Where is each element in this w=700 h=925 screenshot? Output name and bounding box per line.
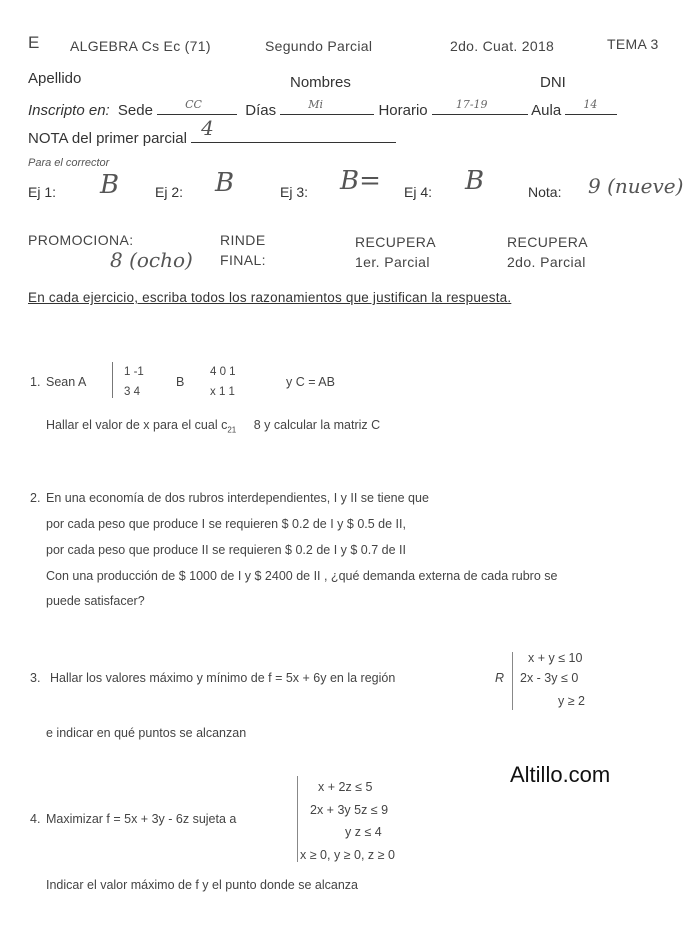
matrix-a-bracket: [112, 362, 114, 398]
q4-text: Maximizar f = 5x + 3y - 6z sujeta a: [46, 812, 237, 826]
inscripto-label: Inscripto en:: [28, 102, 110, 119]
q3-tail: e indicar en qué puntos se alcanzan: [46, 726, 247, 740]
q1-relation: y C = AB: [286, 375, 335, 389]
nombres-label: Nombres: [290, 74, 351, 91]
q1-statement: [46, 418, 380, 435]
q1-number: 1.: [30, 375, 41, 389]
corrector-title: Para el corrector: [28, 157, 110, 169]
dias-field: [280, 100, 374, 115]
q3-constraint3: y ≥ 2: [558, 694, 586, 708]
dni-label: DNI: [540, 74, 566, 91]
course-title: ALGEBRA Cs Ec (71): [70, 38, 211, 54]
promociona-value: 8 (ocho): [110, 248, 193, 272]
exam-term: 2do. Cuat. 2018: [450, 38, 555, 54]
q4-constraint1: x + 2z ≤ 5: [318, 780, 373, 794]
q2-line2: por cada peso que produce I se requieren $ 0.2 de I y $ 0.5 de II,: [46, 517, 406, 531]
dias-value: Mi: [308, 98, 324, 111]
final-label: FINAL:: [220, 252, 266, 268]
nota-primer-value: 4: [201, 116, 214, 140]
rinde-label: RINDE: [220, 232, 266, 248]
watermark: Altillo.com: [510, 762, 611, 787]
q1-intro: Sean A: [46, 375, 87, 389]
q3-brace: [512, 652, 514, 710]
matrix-b-label: B: [176, 375, 185, 389]
apellido-label: Apellido: [28, 70, 82, 87]
q3-number: 3.: [30, 671, 41, 685]
ej4-label: Ej 4:: [404, 184, 433, 200]
q3-region-label: R: [495, 671, 505, 685]
matrix-b-row1: 4 0 1: [210, 366, 236, 378]
horario-field: [432, 100, 528, 115]
sede-value: CC: [185, 98, 202, 111]
recupera2-sub: 2do. Parcial: [507, 254, 586, 270]
q1-text: Hallar el valor de x para el cual c: [46, 418, 228, 432]
q2-line3: por cada peso que produce II se requieren $ 0.2 de I y $ 0.7 de II: [46, 543, 406, 557]
horario-label: Horario: [378, 102, 428, 119]
q4-number: 4.: [30, 812, 41, 826]
instruction: En cada ejercicio, escriba todos los razonamientos que justifican la respuesta.: [28, 290, 512, 305]
nota-primer-field: [191, 116, 396, 143]
ej1-grade: B: [100, 170, 120, 200]
ej1-label: Ej 1:: [28, 184, 57, 200]
ej3-grade: B=: [340, 166, 381, 196]
q4-brace: [297, 776, 299, 862]
q1-text-end: 8 y calcular la matriz C: [253, 418, 381, 432]
dias-label: Días: [245, 102, 277, 119]
matrix-b-row2: x 1 1: [210, 386, 235, 398]
aula-value: 14: [583, 98, 598, 111]
exam-topic: TEMA 3: [607, 36, 659, 52]
promociona-label: PROMOCIONA:: [28, 232, 134, 248]
q3-text: Hallar los valores máximo y mínimo de f = 5x + 6y en la región: [50, 671, 396, 685]
exam-letter: E: [28, 33, 40, 52]
aula-label: Aula: [531, 102, 562, 119]
q3-constraint1: x + y ≤ 10: [528, 651, 583, 665]
q2-number: 2.: [30, 491, 41, 505]
horario-value: 17-19: [455, 98, 488, 111]
nota-value: 9 (nueve): [588, 174, 684, 198]
sede-label: Sede: [117, 102, 153, 119]
q4-constraint4: x ≥ 0, y ≥ 0, z ≥ 0: [300, 848, 395, 862]
nota-primer-row: [28, 116, 396, 147]
q4-constraint3: y z ≤ 4: [345, 825, 382, 839]
ej2-label: Ej 2:: [155, 184, 184, 200]
q3-constraint2: 2x - 3y ≤ 0: [520, 671, 579, 685]
ej3-label: Ej 3:: [280, 184, 309, 200]
nota-label: Nota:: [528, 184, 562, 200]
recupera1-label: RECUPERA: [355, 234, 436, 250]
q2-line4: Con una producción de $ 1000 de I y $ 2400 de II , ¿qué demanda externa de cada rubro se: [46, 569, 558, 583]
inscripcion-row: [28, 100, 617, 119]
recupera1-sub: 1er. Parcial: [355, 254, 430, 270]
q4-tail: Indicar el valor máximo de f y el punto donde se alcanza: [46, 878, 358, 892]
sede-field: [157, 100, 237, 115]
ej4-grade: B: [465, 166, 485, 196]
matrix-a-row2: 3 4: [124, 386, 140, 398]
q4-constraint2: 2x + 3y 5z ≤ 9: [310, 803, 389, 817]
nota-primer-label: NOTA del primer parcial: [28, 130, 187, 147]
q2-line5: puede satisfacer?: [46, 594, 145, 608]
exam-name: Segundo Parcial: [265, 38, 373, 54]
q1-subscript: 21: [227, 425, 237, 435]
recupera2-label: RECUPERA: [507, 234, 588, 250]
q2-line1: En una economía de dos rubros interdependientes, I y II se tiene que: [46, 491, 429, 505]
aula-field: [565, 100, 617, 115]
ej2-grade: B: [215, 168, 235, 198]
matrix-a-row1: 1 -1: [124, 366, 144, 378]
